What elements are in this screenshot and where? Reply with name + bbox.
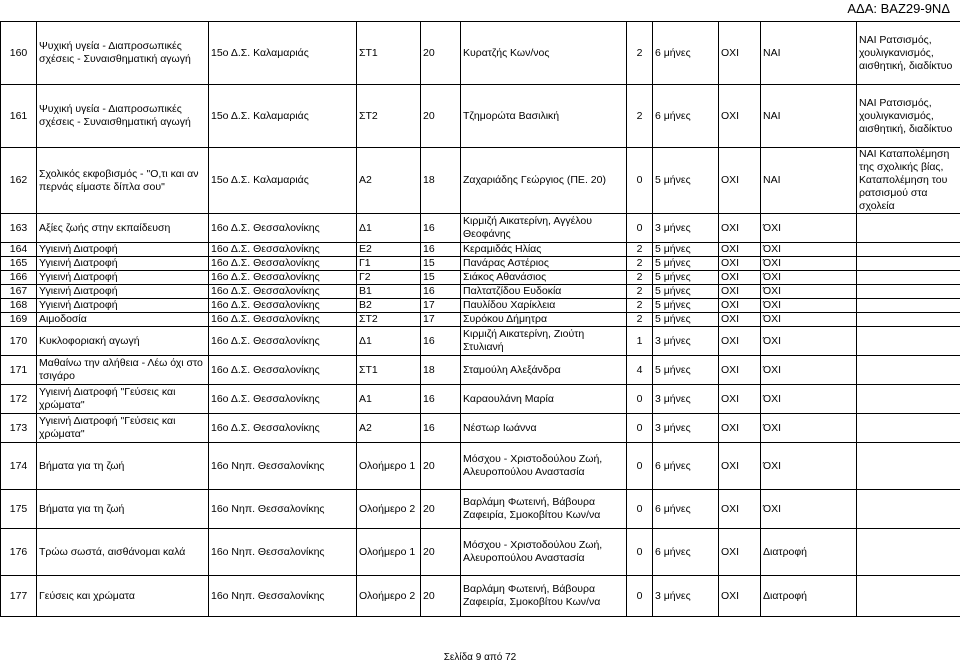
teachers-cell: Κιρμιζή Αικατερίνη, Αγγέλου Θεοφάνης bbox=[461, 214, 627, 243]
count-cell: 0 bbox=[627, 576, 653, 617]
option-a-cell: ΟΧΙ bbox=[719, 529, 761, 576]
row-number-cell: 164 bbox=[1, 243, 37, 257]
teachers-cell: Βαρλάμη Φωτεινή, Βάβουρα Ζαφειρία, Σμοκοβίτου Κων/να bbox=[461, 576, 627, 617]
count-cell: 0 bbox=[627, 490, 653, 529]
remarks-cell bbox=[857, 243, 960, 257]
option-b-cell: Διατροφή bbox=[761, 529, 857, 576]
school-cell: 16ο Δ.Σ. Θεσσαλονίκης bbox=[209, 271, 357, 285]
table-row bbox=[1, 214, 960, 243]
option-a-cell: ΟΧΙ bbox=[719, 443, 761, 490]
duration-cell: 3 μήνες bbox=[653, 327, 719, 356]
programs-table bbox=[0, 21, 960, 617]
count-cell: 2 bbox=[627, 285, 653, 299]
program-title-cell: Ψυχική υγεία - Διαπροσωπικές σχέσεις - Συναισθηματική αγωγή bbox=[37, 22, 209, 85]
students-cell: 17 bbox=[421, 313, 461, 327]
students-cell: 20 bbox=[421, 22, 461, 85]
teachers-cell: Κυρατζής Κων/νος bbox=[461, 22, 627, 85]
school-cell: 16ο Δ.Σ. Θεσσαλονίκης bbox=[209, 214, 357, 243]
remarks-cell bbox=[857, 529, 960, 576]
duration-cell: 6 μήνες bbox=[653, 85, 719, 148]
duration-cell: 3 μήνες bbox=[653, 385, 719, 414]
row-number-cell: 160 bbox=[1, 22, 37, 85]
remarks-cell bbox=[857, 385, 960, 414]
program-title-cell: Υγιεινή Διατροφή bbox=[37, 257, 209, 271]
students-cell: 18 bbox=[421, 356, 461, 385]
row-number-cell: 168 bbox=[1, 299, 37, 313]
count-cell: 0 bbox=[627, 443, 653, 490]
remarks-cell: ΝΑΙ Ρατσισμός, χουλιγκανισμός, αισθητική, διαδίκτυο bbox=[857, 85, 960, 148]
duration-cell: 5 μήνες bbox=[653, 313, 719, 327]
duration-cell: 3 μήνες bbox=[653, 414, 719, 443]
students-cell: 16 bbox=[421, 243, 461, 257]
class-cell: Α1 bbox=[357, 385, 421, 414]
students-cell: 20 bbox=[421, 443, 461, 490]
option-b-cell: ΌΧΙ bbox=[761, 313, 857, 327]
option-b-cell: ΌΧΙ bbox=[761, 257, 857, 271]
option-a-cell: ΟΧΙ bbox=[719, 271, 761, 285]
remarks-cell bbox=[857, 414, 960, 443]
teachers-cell: Σιάκος Αθανάσιος bbox=[461, 271, 627, 285]
count-cell: 2 bbox=[627, 257, 653, 271]
option-b-cell: Διατροφή bbox=[761, 576, 857, 617]
program-title-cell: Υγιεινή Διατροφή bbox=[37, 285, 209, 299]
class-cell: ΣΤ2 bbox=[357, 85, 421, 148]
students-cell: 16 bbox=[421, 414, 461, 443]
table-row bbox=[1, 85, 960, 148]
school-cell: 16ο Νηπ. Θεσσαλονίκης bbox=[209, 443, 357, 490]
count-cell: 0 bbox=[627, 148, 653, 214]
remarks-cell bbox=[857, 327, 960, 356]
teachers-cell: Κιρμιζή Αικατερίνη, Ζιούτη Στυλιανή bbox=[461, 327, 627, 356]
row-number-cell: 167 bbox=[1, 285, 37, 299]
row-number-cell: 175 bbox=[1, 490, 37, 529]
students-cell: 16 bbox=[421, 327, 461, 356]
teachers-cell: Παλτατζίδου Ευδοκία bbox=[461, 285, 627, 299]
teachers-cell: Νέστωρ Ιωάννα bbox=[461, 414, 627, 443]
count-cell: 1 bbox=[627, 327, 653, 356]
school-cell: 16ο Δ.Σ. Θεσσαλονίκης bbox=[209, 356, 357, 385]
class-cell: Ολοήμερο 2 bbox=[357, 576, 421, 617]
row-number-cell: 176 bbox=[1, 529, 37, 576]
table-row bbox=[1, 22, 960, 85]
option-b-cell: ΌΧΙ bbox=[761, 214, 857, 243]
students-cell: 16 bbox=[421, 285, 461, 299]
option-b-cell: ΌΧΙ bbox=[761, 385, 857, 414]
school-cell: 16ο Νηπ. Θεσσαλονίκης bbox=[209, 576, 357, 617]
option-a-cell: ΟΧΙ bbox=[719, 148, 761, 214]
remarks-cell bbox=[857, 271, 960, 285]
duration-cell: 5 μήνες bbox=[653, 285, 719, 299]
row-number-cell: 166 bbox=[1, 271, 37, 285]
option-a-cell: ΟΧΙ bbox=[719, 85, 761, 148]
program-title-cell: Σχολικός εκφοβισμός - "Ο,τι και αν περνάς είμαστε δίπλα σου" bbox=[37, 148, 209, 214]
option-a-cell: ΟΧΙ bbox=[719, 356, 761, 385]
duration-cell: 6 μήνες bbox=[653, 529, 719, 576]
option-a-cell: ΟΧΙ bbox=[719, 243, 761, 257]
option-a-cell: ΟΧΙ bbox=[719, 385, 761, 414]
row-number-cell: 177 bbox=[1, 576, 37, 617]
remarks-cell bbox=[857, 299, 960, 313]
remarks-cell bbox=[857, 356, 960, 385]
school-cell: 15ο Δ.Σ. Καλαμαριάς bbox=[209, 148, 357, 214]
students-cell: 18 bbox=[421, 148, 461, 214]
school-cell: 16ο Δ.Σ. Θεσσαλονίκης bbox=[209, 285, 357, 299]
school-cell: 16ο Δ.Σ. Θεσσαλονίκης bbox=[209, 414, 357, 443]
table-row bbox=[1, 271, 960, 285]
duration-cell: 5 μήνες bbox=[653, 299, 719, 313]
remarks-cell: ΝΑΙ Ρατσισμός, χουλιγκανισμός, αισθητική, διαδίκτυο bbox=[857, 22, 960, 85]
duration-cell: 6 μήνες bbox=[653, 22, 719, 85]
duration-cell: 3 μήνες bbox=[653, 576, 719, 617]
option-b-cell: ΌΧΙ bbox=[761, 490, 857, 529]
school-cell: 16ο Δ.Σ. Θεσσαλονίκης bbox=[209, 385, 357, 414]
table-row bbox=[1, 257, 960, 271]
option-b-cell: ΝΑΙ bbox=[761, 85, 857, 148]
class-cell: Α2 bbox=[357, 148, 421, 214]
remarks-cell bbox=[857, 313, 960, 327]
students-cell: 20 bbox=[421, 576, 461, 617]
duration-cell: 5 μήνες bbox=[653, 271, 719, 285]
teachers-cell: Πανάρας Αστέριος bbox=[461, 257, 627, 271]
option-b-cell: ΝΑΙ bbox=[761, 148, 857, 214]
duration-cell: 5 μήνες bbox=[653, 356, 719, 385]
class-cell: ΣΤ2 bbox=[357, 313, 421, 327]
duration-cell: 5 μήνες bbox=[653, 257, 719, 271]
option-a-cell: ΟΧΙ bbox=[719, 299, 761, 313]
option-b-cell: ΌΧΙ bbox=[761, 271, 857, 285]
count-cell: 0 bbox=[627, 214, 653, 243]
option-b-cell: ΌΧΙ bbox=[761, 327, 857, 356]
count-cell: 0 bbox=[627, 385, 653, 414]
teachers-cell: Παυλίδου Χαρίκλεια bbox=[461, 299, 627, 313]
class-cell: Δ1 bbox=[357, 214, 421, 243]
school-cell: 15ο Δ.Σ. Καλαμαριάς bbox=[209, 22, 357, 85]
row-number-cell: 173 bbox=[1, 414, 37, 443]
table-row bbox=[1, 299, 960, 313]
class-cell: ΣΤ1 bbox=[357, 22, 421, 85]
school-cell: 16ο Νηπ. Θεσσαλονίκης bbox=[209, 490, 357, 529]
table-row bbox=[1, 313, 960, 327]
option-a-cell: ΟΧΙ bbox=[719, 214, 761, 243]
teachers-cell: Ζαχαριάδης Γεώργιος (ΠΕ. 20) bbox=[461, 148, 627, 214]
table-row bbox=[1, 285, 960, 299]
page-number: Σελίδα 9 από 72 bbox=[443, 652, 517, 663]
program-title-cell: Ψυχική υγεία - Διαπροσωπικές σχέσεις - Συναισθηματική αγωγή bbox=[37, 85, 209, 148]
remarks-cell bbox=[857, 257, 960, 271]
table-row bbox=[1, 148, 960, 214]
option-b-cell: ΌΧΙ bbox=[761, 443, 857, 490]
option-a-cell: ΟΧΙ bbox=[719, 313, 761, 327]
row-number-cell: 174 bbox=[1, 443, 37, 490]
duration-cell: 3 μήνες bbox=[653, 214, 719, 243]
teachers-cell: Κεραμιδάς Ηλίας bbox=[461, 243, 627, 257]
option-a-cell: ΟΧΙ bbox=[719, 414, 761, 443]
count-cell: 2 bbox=[627, 299, 653, 313]
class-cell: Ολοήμερο 1 bbox=[357, 443, 421, 490]
option-a-cell: ΟΧΙ bbox=[719, 22, 761, 85]
remarks-cell bbox=[857, 490, 960, 529]
count-cell: 2 bbox=[627, 85, 653, 148]
row-number-cell: 171 bbox=[1, 356, 37, 385]
table-row bbox=[1, 490, 960, 529]
school-cell: 16ο Δ.Σ. Θεσσαλονίκης bbox=[209, 299, 357, 313]
class-cell: Ολοήμερο 2 bbox=[357, 490, 421, 529]
option-a-cell: ΟΧΙ bbox=[719, 576, 761, 617]
table-row bbox=[1, 414, 960, 443]
option-b-cell: ΌΧΙ bbox=[761, 243, 857, 257]
row-number-cell: 169 bbox=[1, 313, 37, 327]
class-cell: Β1 bbox=[357, 285, 421, 299]
table-row bbox=[1, 327, 960, 356]
remarks-cell: ΝΑΙ Καταπολέμηση της σχολικής βίας, Καταπολέμηση του ρατσισμού στα σχολεία bbox=[857, 148, 960, 214]
school-cell: 16ο Δ.Σ. Θεσσαλονίκης bbox=[209, 313, 357, 327]
teachers-cell: Μόσχου - Χριστοδούλου Ζωή, Αλευροπούλου Αναστασία bbox=[461, 529, 627, 576]
count-cell: 2 bbox=[627, 243, 653, 257]
option-b-cell: ΌΧΙ bbox=[761, 285, 857, 299]
school-cell: 16ο Δ.Σ. Θεσσαλονίκης bbox=[209, 243, 357, 257]
students-cell: 15 bbox=[421, 271, 461, 285]
teachers-cell: Σταμούλη Αλεξάνδρα bbox=[461, 356, 627, 385]
option-b-cell: ΝΑΙ bbox=[761, 22, 857, 85]
students-cell: 20 bbox=[421, 529, 461, 576]
document-code: ΑΔΑ: ΒΑΖ29-9ΝΔ bbox=[847, 1, 950, 16]
program-title-cell: Κυκλοφοριακή αγωγή bbox=[37, 327, 209, 356]
class-cell: Α2 bbox=[357, 414, 421, 443]
table-row bbox=[1, 356, 960, 385]
remarks-cell bbox=[857, 285, 960, 299]
program-title-cell: Υγιεινή Διατροφή bbox=[37, 271, 209, 285]
option-a-cell: ΟΧΙ bbox=[719, 257, 761, 271]
count-cell: 2 bbox=[627, 22, 653, 85]
class-cell: ΣΤ1 bbox=[357, 356, 421, 385]
program-title-cell: Υγιεινή Διατροφή "Γεύσεις και χρώματα" bbox=[37, 385, 209, 414]
school-cell: 16ο Δ.Σ. Θεσσαλονίκης bbox=[209, 327, 357, 356]
program-title-cell: Βήματα για τη ζωή bbox=[37, 490, 209, 529]
school-cell: 15ο Δ.Σ. Καλαμαριάς bbox=[209, 85, 357, 148]
program-title-cell: Υγιεινή Διατροφή bbox=[37, 243, 209, 257]
students-cell: 20 bbox=[421, 85, 461, 148]
table-row bbox=[1, 385, 960, 414]
students-cell: 16 bbox=[421, 214, 461, 243]
count-cell: 4 bbox=[627, 356, 653, 385]
table-row bbox=[1, 576, 960, 617]
program-title-cell: Γεύσεις και χρώματα bbox=[37, 576, 209, 617]
option-a-cell: ΟΧΙ bbox=[719, 490, 761, 529]
option-b-cell: ΌΧΙ bbox=[761, 356, 857, 385]
duration-cell: 6 μήνες bbox=[653, 443, 719, 490]
row-number-cell: 170 bbox=[1, 327, 37, 356]
school-cell: 16ο Δ.Σ. Θεσσαλονίκης bbox=[209, 257, 357, 271]
row-number-cell: 161 bbox=[1, 85, 37, 148]
students-cell: 20 bbox=[421, 490, 461, 529]
duration-cell: 6 μήνες bbox=[653, 490, 719, 529]
class-cell: Γ2 bbox=[357, 271, 421, 285]
row-number-cell: 165 bbox=[1, 257, 37, 271]
table-row bbox=[1, 443, 960, 490]
teachers-cell: Τζημορώτα Βασιλική bbox=[461, 85, 627, 148]
option-a-cell: ΟΧΙ bbox=[719, 285, 761, 299]
teachers-cell: Μόσχου - Χριστοδούλου Ζωή, Αλευροπούλου Αναστασία bbox=[461, 443, 627, 490]
students-cell: 16 bbox=[421, 385, 461, 414]
class-cell: Β2 bbox=[357, 299, 421, 313]
class-cell: Γ1 bbox=[357, 257, 421, 271]
class-cell: Ολοήμερο 1 bbox=[357, 529, 421, 576]
teachers-cell: Καραουλάνη Μαρία bbox=[461, 385, 627, 414]
school-cell: 16ο Νηπ. Θεσσαλονίκης bbox=[209, 529, 357, 576]
program-title-cell: Μαθαίνω την αλήθεια - Λέω όχι στο τσιγάρο bbox=[37, 356, 209, 385]
remarks-cell bbox=[857, 576, 960, 617]
teachers-cell: Συρόκου Δήμητρα bbox=[461, 313, 627, 327]
count-cell: 0 bbox=[627, 529, 653, 576]
remarks-cell bbox=[857, 443, 960, 490]
program-title-cell: Υγιεινή Διατροφή "Γεύσεις και χρώματα" bbox=[37, 414, 209, 443]
count-cell: 0 bbox=[627, 414, 653, 443]
duration-cell: 5 μήνες bbox=[653, 243, 719, 257]
program-title-cell: Τρώω σωστά, αισθάνομαι καλά bbox=[37, 529, 209, 576]
class-cell: Δ1 bbox=[357, 327, 421, 356]
table-row bbox=[1, 243, 960, 257]
duration-cell: 5 μήνες bbox=[653, 148, 719, 214]
option-b-cell: ΌΧΙ bbox=[761, 299, 857, 313]
remarks-cell bbox=[857, 214, 960, 243]
program-title-cell: Βήματα για τη ζωή bbox=[37, 443, 209, 490]
students-cell: 17 bbox=[421, 299, 461, 313]
option-b-cell: ΌΧΙ bbox=[761, 414, 857, 443]
program-title-cell: Αξίες ζωής στην εκπαίδευση bbox=[37, 214, 209, 243]
teachers-cell: Βαρλάμη Φωτεινή, Βάβουρα Ζαφειρία, Σμοκοβίτου Κων/να bbox=[461, 490, 627, 529]
row-number-cell: 162 bbox=[1, 148, 37, 214]
students-cell: 15 bbox=[421, 257, 461, 271]
program-title-cell: Αιμοδοσία bbox=[37, 313, 209, 327]
class-cell: Ε2 bbox=[357, 243, 421, 257]
count-cell: 2 bbox=[627, 313, 653, 327]
count-cell: 2 bbox=[627, 271, 653, 285]
row-number-cell: 172 bbox=[1, 385, 37, 414]
table-row bbox=[1, 529, 960, 576]
row-number-cell: 163 bbox=[1, 214, 37, 243]
option-a-cell: ΟΧΙ bbox=[719, 327, 761, 356]
program-title-cell: Υγιεινή Διατροφή bbox=[37, 299, 209, 313]
